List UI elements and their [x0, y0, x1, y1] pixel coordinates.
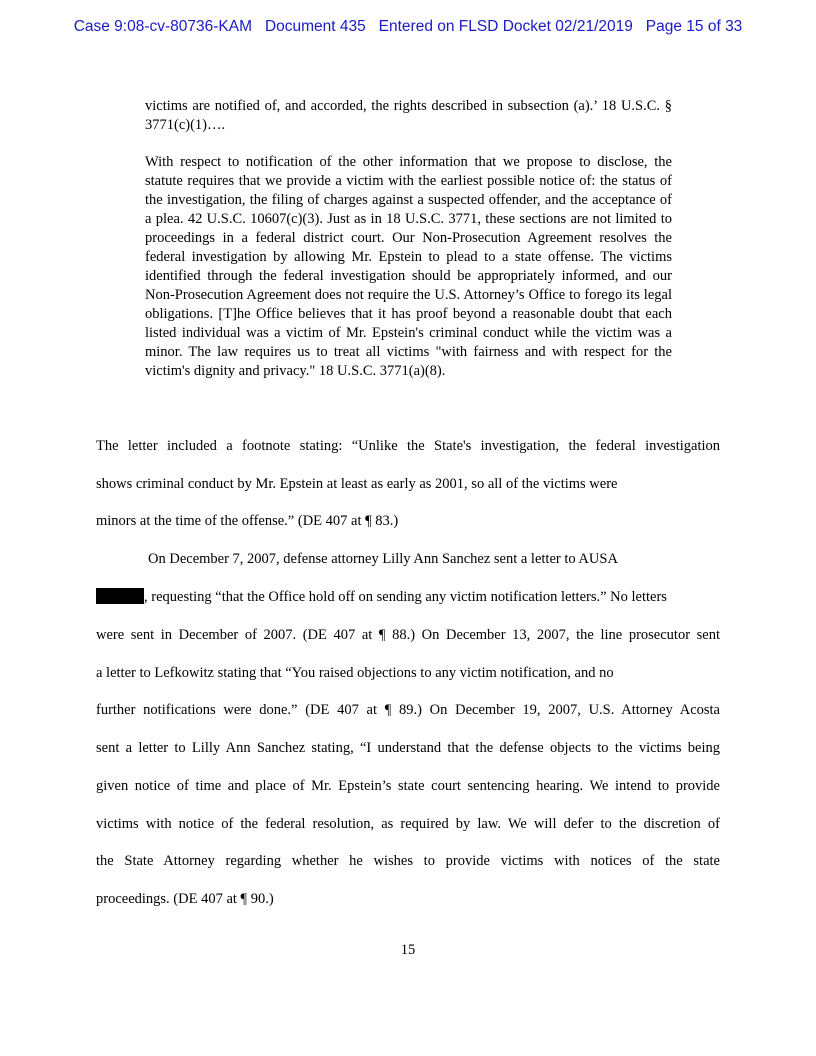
body-line-6: were sent in December of 2007. (DE 407 at ¶ 88.) On December 13, 2007, the line prosecutor sent [96, 627, 720, 643]
body-line-10: given notice of time and place of Mr. Epstein’s state court sentencing hearing. We intend to provide [96, 778, 720, 794]
body-line-8: further notifications were done.” (DE 407 at ¶ 89.) On December 19, 2007, U.S. Attorney Acosta [96, 702, 720, 718]
body-line-13: proceedings. (DE 407 at ¶ 90.) [96, 891, 274, 907]
page-number: 15 [400, 942, 416, 958]
body-line-2: shows criminal conduct by Mr. Epstein at least as early as 2001, so all of the victims were [96, 476, 618, 492]
docket-header: Case 9:08-cv-80736-KAM Document 435 Entered on FLSD Docket 02/21/2019 Page 15 of 33 [73, 18, 743, 35]
body-line-9: sent a letter to Lilly Ann Sanchez stating, “I understand that the defense objects to the victims being [96, 740, 720, 756]
body-line-5 [96, 587, 720, 607]
body-line-3: minors at the time of the offense.” (DE 407 at ¶ 83.) [96, 513, 399, 529]
body-line-11: victims with notice of the federal resolution, as required by law. We will defer to the discretion of [96, 816, 720, 832]
body-line-1: The letter included a footnote stating: “Unlike the State's investigation, the federal investigation [96, 438, 720, 454]
body-line-4: On December 7, 2007, defense attorney Lilly Ann Sanchez sent a letter to AUSA [148, 551, 618, 567]
body-line-12: the State Attorney regarding whether he wishes to provide victims with notices of the state [96, 853, 720, 869]
block-quote-paragraph-1: victims are notified of, and accorded, the rights described in subsection (a).’ 18 U.S.C. § 3771(c)(1)…. [145, 98, 672, 133]
block-quote-paragraph-2: With respect to notification of the other information that we propose to disclose, the statute requires that we provide a victim with the earliest possible notice of: the status of the investigation, the filing of charges against a suspected offender, and the acceptance of a plea. 42 U.S.C. 10607(c)(3). Just as in 18 U.S.C. 3771, these sections are not limited to proceedings in a federal district court. Our Non-Prosecution Agreement resolves the federal investigation by allowing Mr. Epstein to plead to a state offense. The victims identified through the federal investigation should be appropriately informed, and our Non-Prosecution Agreement does not require the U.S. Attorney’s Office to forego its legal obligations. [T]he Office believes that it has proof beyond a reasonable doubt that each listed individual was a victim of Mr. Epstein's criminal conduct while the victim was a minor. The law requires us to treat all victims "with fairness and with respect for the victim's dignity and privacy." 18 U.S.C. 3771(a)(8). [145, 154, 672, 379]
body-line-7: a letter to Lefkowitz stating that “You raised objections to any victim notification, and no [96, 665, 614, 681]
redaction-box [96, 588, 144, 604]
body-line-5-text: , requesting “that the Office hold off on sending any victim notification letters.” No letters [144, 589, 667, 605]
